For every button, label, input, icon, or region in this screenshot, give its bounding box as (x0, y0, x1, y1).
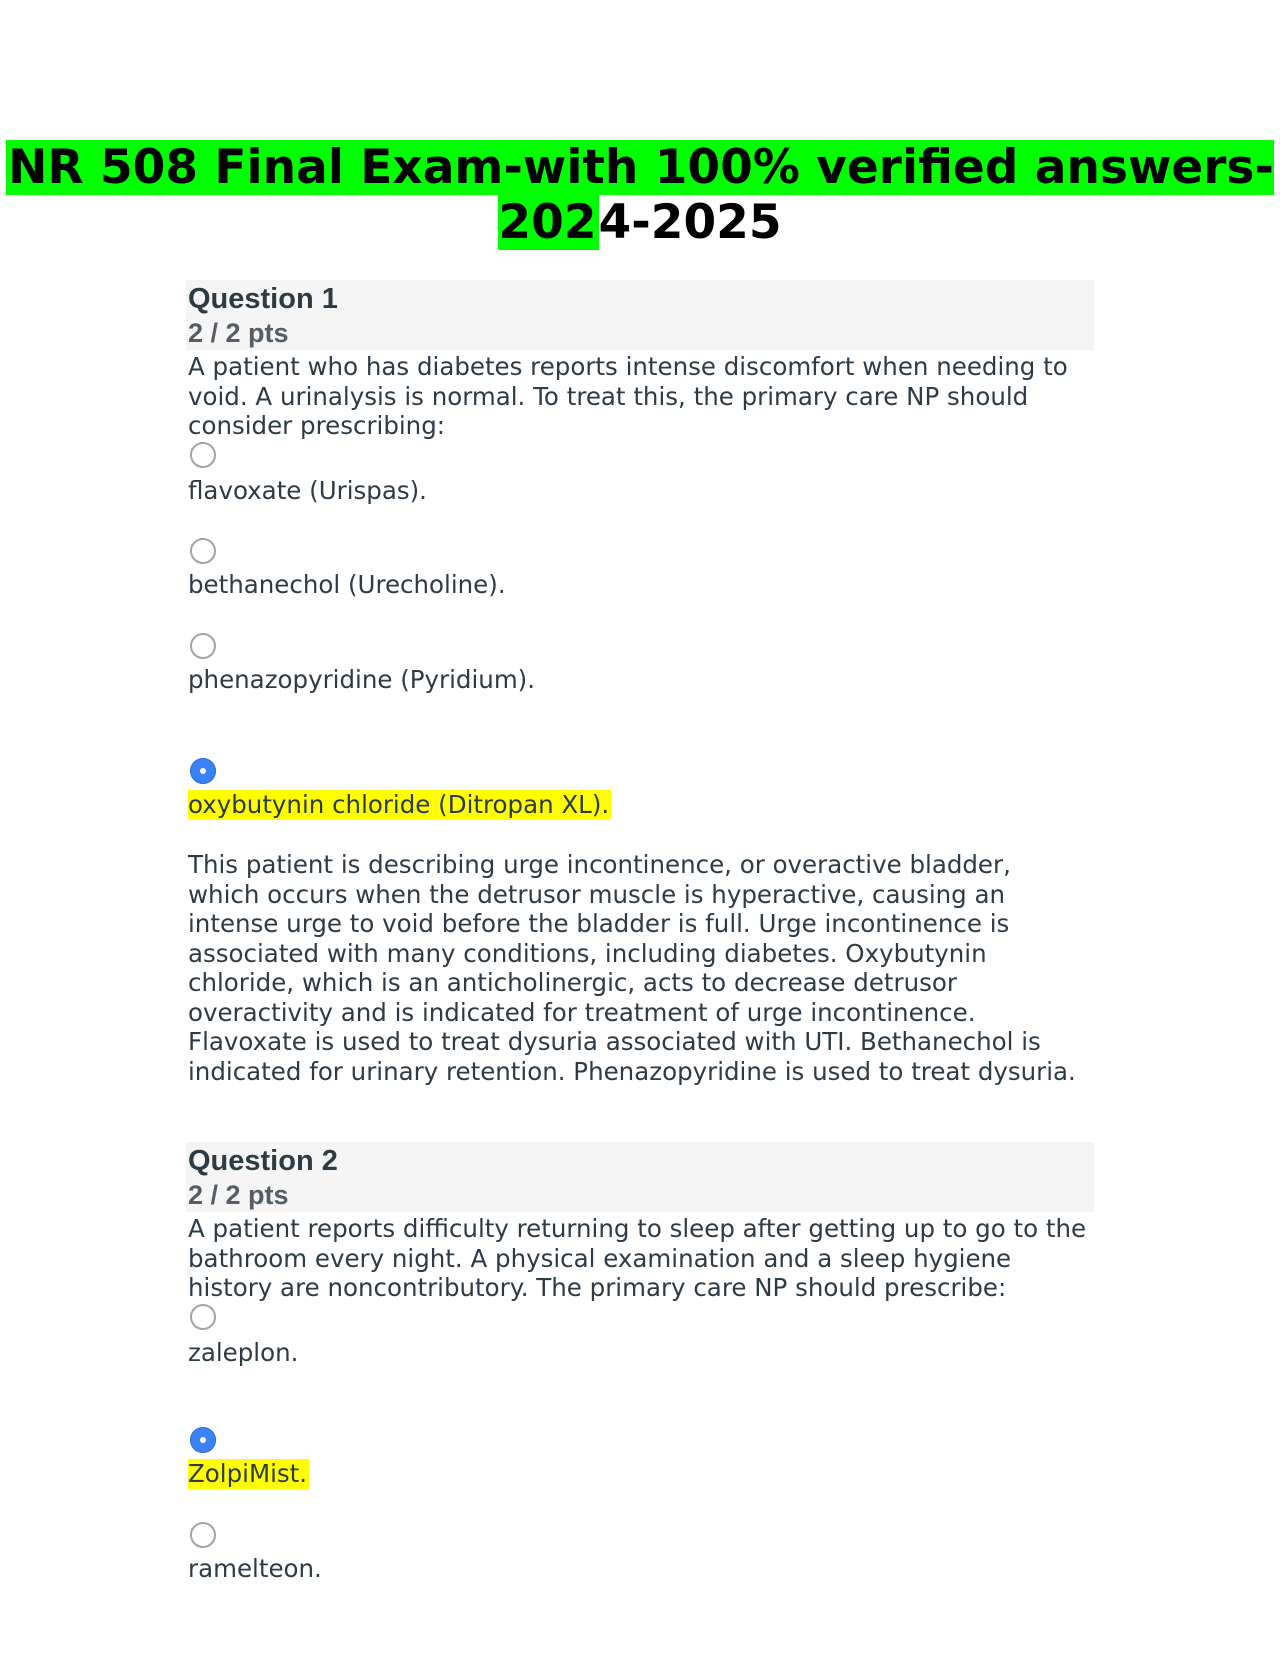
question-text: A patient reports difficulty returning to sleep after getting up to go to the bathroom every night. A physical examination and a sleep hygiene history are noncontributory. The primary care NP should prescribe: (188, 1214, 1087, 1302)
answer-radio-3[interactable] (190, 633, 216, 659)
answer-option-3[interactable]: ramelteon. (188, 1554, 322, 1583)
title-highlighted-part: NR 508 Final Exam-with 100% verified answers-202 (8, 140, 1274, 250)
answer-radio-1[interactable] (190, 1304, 216, 1330)
question-text: A patient who has diabetes reports intense discomfort when needing to void. A urinalysis is normal. To treat this, the primary care NP should consider prescribing: (188, 352, 1068, 440)
answer-option-3[interactable]: phenazopyridine (Pyridium). (188, 665, 536, 694)
document-title (0, 140, 1280, 250)
question-points: 2 / 2 pts (188, 1180, 289, 1210)
answer-radio-1[interactable] (190, 442, 216, 468)
answer-option-2-correct[interactable]: ZolpiMist. (188, 1459, 308, 1488)
question-title: Question 1 (188, 283, 338, 315)
question-header (186, 280, 1094, 350)
title-rest-part: 4-2025 (598, 195, 782, 250)
question-1 (186, 280, 1094, 1086)
answer-explanation: This patient is describing urge incontinence, or overactive bladder, which occurs when the detrusor muscle is hyperactive, causing an intense urge to void before the bladder is full. Urge incontinence is associated with many conditions, including diabetes. Oxybutynin chloride, which is an anticholinergic, acts to decrease detrusor overactivity and is indicated for treatment of urge incontinence. Flavoxate is used to treat dysuria associated with UTI. Bethanechol is indicated for urinary retention. Phenazopyridine is used to treat dysuria. (188, 850, 1076, 1086)
answer-radio-2[interactable] (190, 538, 216, 564)
answer-option-2[interactable]: bethanechol (Urecholine). (188, 570, 506, 599)
question-2 (186, 1142, 1094, 1583)
answer-radio-4-selected[interactable] (190, 758, 216, 784)
answer-radio-3[interactable] (190, 1522, 216, 1548)
question-header (186, 1142, 1094, 1212)
question-title: Question 2 (188, 1145, 338, 1177)
question-points: 2 / 2 pts (188, 318, 289, 348)
answer-option-1[interactable]: flavoxate (Urispas). (188, 476, 427, 505)
answer-option-1[interactable]: zaleplon. (188, 1338, 299, 1367)
answer-option-4-correct[interactable]: oxybutynin chloride (Ditropan XL). (188, 790, 610, 819)
answer-radio-2-selected[interactable] (190, 1427, 216, 1453)
